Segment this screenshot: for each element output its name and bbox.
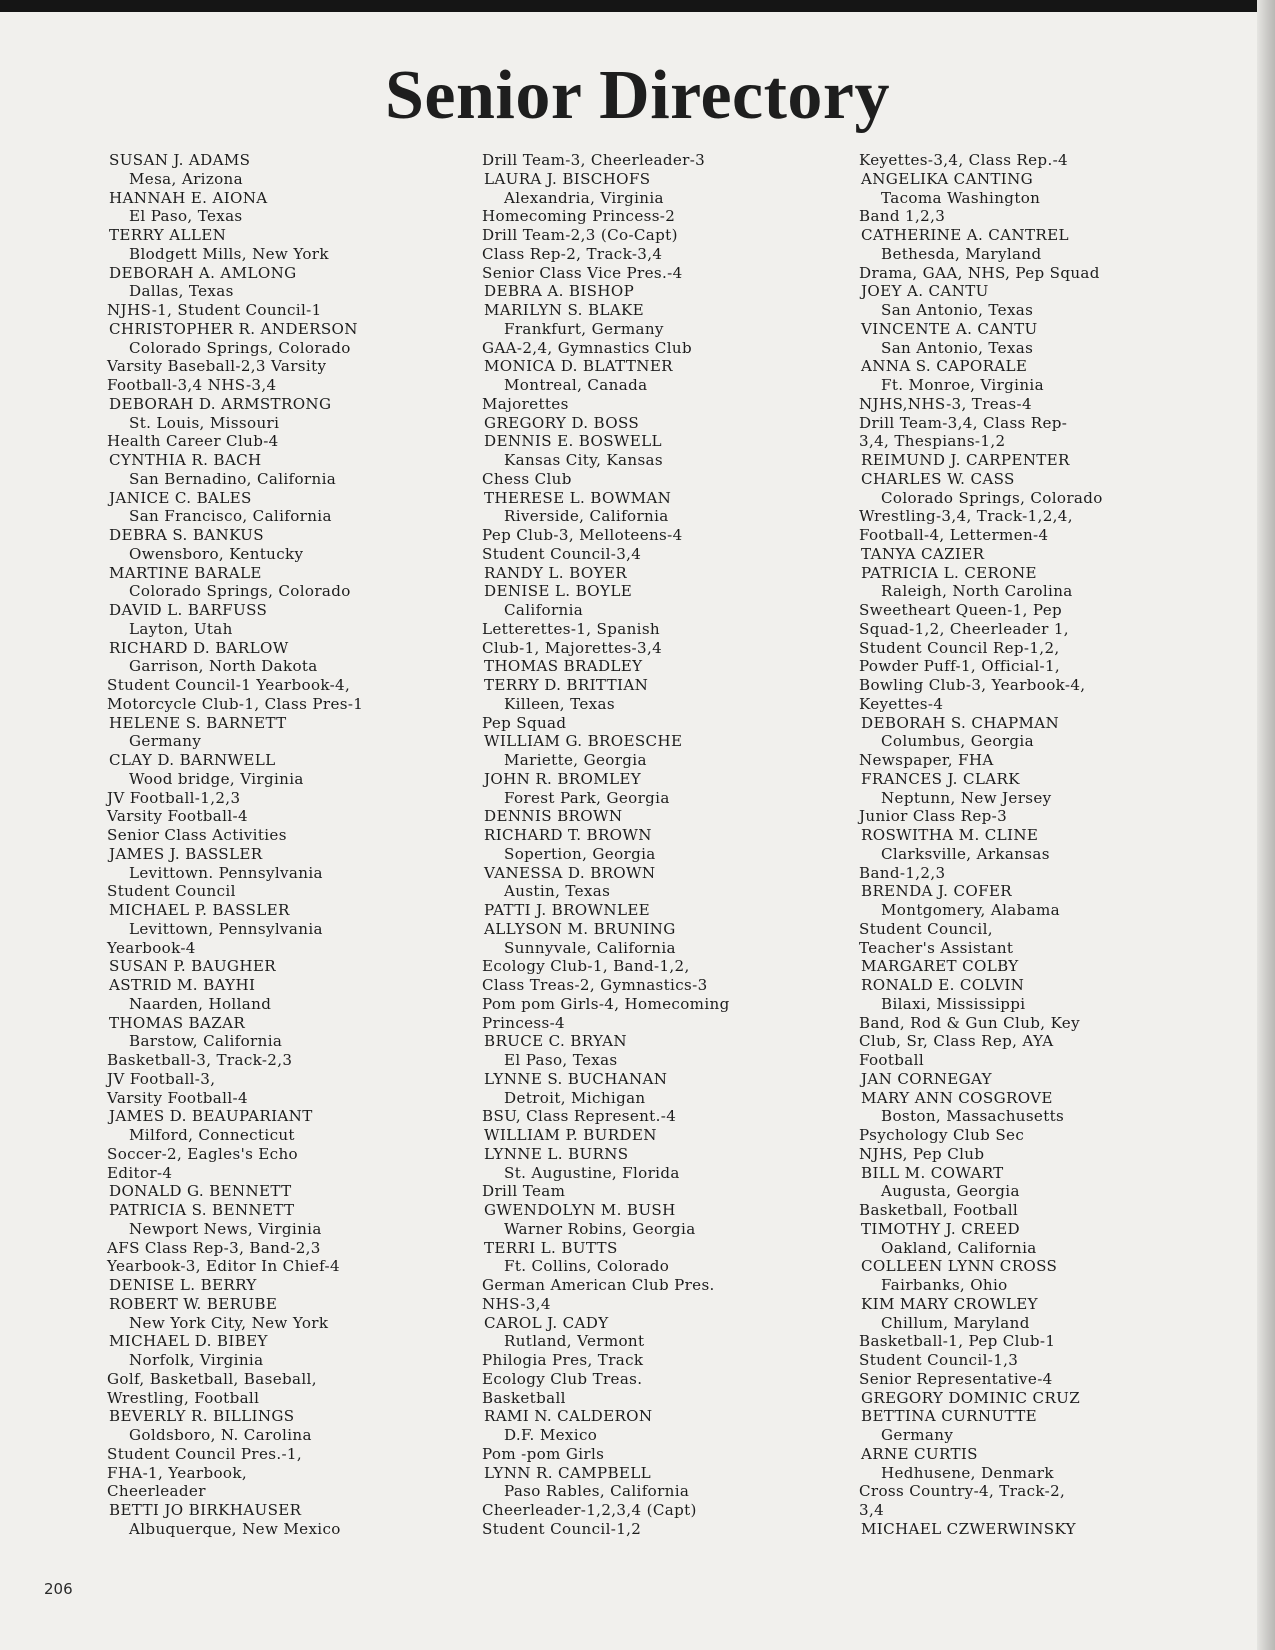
student-name: JAMES J. BASSLER (109, 844, 263, 863)
hometown: Garrison, North Dakota (129, 657, 318, 676)
student-name: MONICA D. BLATTNER (484, 357, 673, 376)
hometown: Kansas City, Kansas (504, 451, 663, 469)
student-name: JAMES D. BEAUPARIANT (109, 1107, 313, 1126)
student-name: CHRISTOPHER R. ANDERSON (109, 319, 358, 338)
activities: AFS Class Rep-3, Band-2,3 (107, 1238, 321, 1257)
student-name: BETTI JO BIRKHAUSER (109, 1501, 302, 1519)
activities: Club-1, Majorettes-3,4 (482, 638, 663, 657)
hometown: Frankfurt, Germany (504, 319, 664, 338)
activities: Class Treas-2, Gymnastics-3 (482, 976, 708, 994)
hometown: Columbus, Georgia (881, 732, 1034, 751)
student-name: MARGARET COLBY (861, 957, 1019, 976)
hometown: Colorado Springs, Colorado (129, 582, 351, 601)
activities: Soccer-2, Eagles's Echo (107, 1144, 298, 1163)
activities: Class Rep-2, Track-3,4 (482, 244, 663, 263)
student-name: JAN CORNEGAY (861, 1069, 992, 1088)
student-name: DENISE L. BERRY (109, 1276, 257, 1294)
hometown: St. Louis, Missouri (129, 413, 280, 432)
activities: Student Council, (859, 919, 993, 938)
hometown: Killeen, Texas (504, 694, 615, 713)
hometown: Barstow, California (129, 1032, 283, 1051)
student-name: ALLYSON M. BRUNING (484, 919, 676, 938)
student-name: GREGORY DOMINIC CRUZ (861, 1388, 1081, 1407)
student-name: BETTINA CURNUTTE (861, 1407, 1037, 1426)
activities: Band, Rod & Gun Club, Key (859, 1013, 1080, 1032)
activities: Powder Puff-1, Official-1, (859, 657, 1061, 676)
activities: NHS-3,4 (482, 1294, 551, 1313)
activities: GAA-2,4, Gymnastics Club (482, 338, 692, 357)
student-name: DAVID L. BARFUSS (109, 601, 268, 619)
activities: Student Council-1,2 (482, 1519, 642, 1538)
activities: Club, Sr, Class Rep, AYA (859, 1032, 1054, 1051)
activities: Drill Team-3,4, Class Rep- (859, 413, 1068, 432)
student-name: HELENE S. BARNETT (109, 713, 287, 732)
hometown: Owensboro, Kentucky (129, 544, 304, 563)
activities: Drill Team-2,3 (Co-Capt) (482, 226, 678, 244)
student-name: SUSAN P. BAUGHER (109, 957, 276, 976)
activities: Drill Team (482, 1182, 566, 1201)
hometown: Clarksville, Arkansas (881, 844, 1050, 863)
student-name: CYNTHIA R. BACH (109, 451, 262, 469)
activities: Basketball-1, Pep Club-1 (859, 1332, 1056, 1351)
hometown: Tacoma Washington (881, 188, 1041, 207)
student-name: CAROL J. CADY (484, 1313, 609, 1332)
student-name: DEBRA A. BISHOP (484, 282, 635, 301)
hometown: Blodgett Mills, New York (129, 244, 329, 263)
page-title: Senior Directory (384, 57, 890, 134)
student-name: LYNN R. CAMPBELL (484, 1463, 652, 1482)
hometown: Goldsboro, N. Carolina (129, 1426, 312, 1444)
hometown: St. Augustine, Florida (504, 1163, 680, 1182)
activities: Ecology Club-1, Band-1,2, (482, 957, 690, 976)
activities: Newspaper, FHA (859, 751, 994, 769)
hometown: Paso Rables, California (504, 1482, 690, 1501)
student-name: SUSAN J. ADAMS (109, 151, 251, 169)
activities: Cheerleader (107, 1482, 206, 1501)
activities: JV Football-1,2,3 (107, 788, 241, 807)
hometown: Oakland, California (881, 1238, 1037, 1257)
activities: Varsity Football-4 (107, 1088, 248, 1107)
student-name: BEVERLY R. BILLINGS (109, 1407, 295, 1426)
activities: Cross Country-4, Track-2, (859, 1482, 1066, 1501)
hometown: Chillum, Maryland (881, 1313, 1030, 1332)
hometown: Colorado Springs, Colorado (881, 488, 1103, 507)
hometown: Detroit, Michigan (504, 1088, 646, 1107)
student-name: GREGORY D. BOSS (484, 413, 640, 432)
student-name: LAURA J. BISCHOFS (484, 169, 651, 188)
hometown: Colorado Springs, Colorado (129, 338, 351, 357)
activities: 3,4, Thespians-1,2 (859, 432, 1006, 451)
activities: Student Council Rep-1,2, (859, 638, 1060, 657)
student-name: ROSWITHA M. CLINE (861, 826, 1039, 844)
hometown: Newport News, Virginia (129, 1219, 322, 1238)
activities: Senior Class Activities (107, 826, 287, 844)
hometown: Bethesda, Maryland (881, 244, 1042, 263)
hometown: Fairbanks, Ohio (881, 1276, 1008, 1294)
student-name: ARNE CURTIS (861, 1444, 978, 1463)
student-name: DEBORAH D. ARMSTRONG (109, 394, 332, 413)
hometown: San Antonio, Texas (881, 301, 1034, 319)
student-name: RICHARD D. BARLOW (109, 638, 289, 657)
activities: FHA-1, Yearbook, (107, 1463, 248, 1482)
activities: Junior Class Rep-3 (859, 807, 1008, 826)
student-name: ASTRID M. BAYHI (109, 976, 256, 994)
hometown: Albuquerque, New Mexico (129, 1519, 341, 1538)
student-name: COLLEEN LYNN CROSS (861, 1257, 1058, 1276)
activities: Senior Representative-4 (859, 1369, 1053, 1388)
hometown: Germany (129, 732, 202, 751)
student-name: ANNA S. CAPORALE (861, 357, 1028, 376)
activities: NJHS,NHS-3, Treas-4 (859, 394, 1032, 413)
hometown: San Antonio, Texas (881, 338, 1034, 357)
student-name: CATHERINE A. CANTREL (861, 226, 1069, 244)
hometown: Forest Park, Georgia (504, 788, 670, 807)
hometown: Levittown, Pennsylvania (129, 919, 323, 938)
student-name: DEBORAH S. CHAPMAN (861, 713, 1060, 732)
activities: Band-1,2,3 (859, 863, 946, 882)
student-name: MICHAEL P. BASSLER (109, 901, 290, 919)
hometown: San Bernadino, California (129, 469, 337, 488)
directory-column-2 (482, 151, 832, 1539)
activities: Teacher's Assistant (859, 938, 1014, 957)
student-name: GWENDOLYN M. BUSH (484, 1201, 676, 1219)
activities: Editor-4 (107, 1163, 173, 1182)
hometown: Raleigh, North Carolina (881, 582, 1073, 601)
student-name: TERRY ALLEN (109, 226, 227, 244)
activities: Football (859, 1051, 925, 1069)
activities: 3,4 (859, 1501, 885, 1519)
activities: Pep Club-3, Melloteens-4 (482, 526, 683, 544)
activities: Drill Team-3, Cheerleader-3 (482, 151, 706, 169)
hometown: Bilaxi, Mississippi (881, 994, 1026, 1013)
student-name: MICHAEL D. BIBEY (109, 1332, 268, 1351)
hometown: Austin, Texas (504, 882, 611, 901)
student-name: PATRICIA S. BENNETT (109, 1201, 295, 1219)
student-name: WILLIAM P. BURDEN (484, 1126, 657, 1144)
activities: Basketball (482, 1388, 566, 1407)
student-name: WILLIAM G. BROESCHE (484, 732, 683, 751)
student-name: PATRICIA L. CERONE (861, 563, 1037, 582)
hometown: Layton, Utah (129, 619, 233, 638)
activities: Wrestling-3,4, Track-1,2,4, (859, 507, 1073, 526)
activities: Princess-4 (482, 1013, 566, 1032)
activities: BSU, Class Represent.-4 (482, 1107, 677, 1126)
activities: Keyettes-4 (859, 694, 944, 713)
activities: Pom -pom Girls (482, 1444, 605, 1463)
student-name: ANGELIKA CANTING (861, 169, 1034, 188)
student-name: CLAY D. BARNWELL (109, 751, 276, 769)
activities: Majorettes (482, 394, 569, 413)
activities: Chess Club (482, 469, 572, 488)
activities: Motorcycle Club-1, Class Pres-1 (107, 694, 364, 713)
activities: Letterettes-1, Spanish (482, 619, 660, 638)
student-name: BRUCE C. BRYAN (484, 1032, 627, 1051)
hometown: Alexandria, Virginia (504, 188, 664, 207)
activities: NJHS, Pep Club (859, 1144, 985, 1163)
activities: Pom pom Girls-4, Homecoming (482, 994, 730, 1013)
activities: Student Council (107, 882, 236, 901)
activities: Senior Class Vice Pres.-4 (482, 263, 683, 282)
activities: Drama, GAA, NHS, Pep Squad (859, 263, 1100, 282)
student-name: HANNAH E. AIONA (109, 188, 268, 207)
student-name: BILL M. COWART (861, 1163, 1004, 1182)
student-name: TERRI L. BUTTS (484, 1238, 618, 1257)
activities: NJHS-1, Student Council-1 (107, 301, 322, 319)
student-name: TERRY D. BRITTIAN (484, 676, 649, 694)
student-name: THOMAS BAZAR (109, 1013, 246, 1032)
activities: JV Football-3, (107, 1069, 216, 1088)
activities: Wrestling, Football (107, 1388, 260, 1407)
student-name: FRANCES J. CLARK (861, 769, 1020, 788)
hometown: Neptunn, New Jersey (881, 788, 1052, 807)
hometown: Levittown. Pennsylvania (129, 863, 323, 882)
activities: Cheerleader-1,2,3,4 (Capt) (482, 1501, 697, 1519)
student-name: KIM MARY CROWLEY (861, 1294, 1038, 1313)
hometown: Wood bridge, Virginia (129, 769, 304, 788)
activities: Philogia Pres, Track (482, 1351, 644, 1369)
activities: German American Club Pres. (482, 1276, 715, 1294)
student-name: LYNNE L. BURNS (484, 1144, 629, 1163)
student-name: DENNIS BROWN (484, 807, 623, 826)
activities: Keyettes-3,4, Class Rep.-4 (859, 151, 1068, 169)
hometown: Boston, Massachusetts (881, 1107, 1065, 1126)
hometown: Naarden, Holland (129, 994, 272, 1013)
hometown: Milford, Connecticut (129, 1126, 295, 1144)
activities: Psychology Club Sec (859, 1126, 1025, 1144)
student-name: REIMUND J. CARPENTER (861, 451, 1070, 469)
hometown: Mesa, Arizona (129, 169, 243, 188)
student-name: DEBRA S. BANKUS (109, 526, 264, 544)
page-binding-edge (1257, 0, 1275, 1650)
student-name: RANDY L. BOYER (484, 563, 627, 582)
student-name: RICHARD T. BROWN (484, 826, 652, 844)
activities: Yearbook-3, Editor In Chief-4 (107, 1257, 340, 1276)
activities: Student Council-1,3 (859, 1351, 1019, 1369)
activities: Student Council Pres.-1, (107, 1444, 303, 1463)
hometown: Sunnyvale, California (504, 938, 676, 957)
activities: Golf, Basketball, Baseball, (107, 1369, 317, 1388)
student-name: RONALD E. COLVIN (861, 976, 1025, 994)
student-name: VINCENTE A. CANTU (861, 319, 1038, 338)
student-name: THERESE L. BOWMAN (484, 488, 672, 507)
hometown: Dallas, Texas (129, 282, 234, 301)
student-name: THOMAS BRADLEY (484, 657, 643, 676)
student-name: DENISE L. BOYLE (484, 582, 633, 601)
student-name: TIMOTHY J. CREED (861, 1219, 1020, 1238)
activities: Ecology Club Treas. (482, 1369, 643, 1388)
hometown: Norfolk, Virginia (129, 1351, 264, 1369)
activities: Squad-1,2, Cheerleader 1, (859, 619, 1069, 638)
hometown: California (504, 601, 584, 619)
activities: Student Council-3,4 (482, 544, 642, 563)
activities: Football-3,4 NHS-3,4 (107, 376, 277, 394)
student-name: DONALD G. BENNETT (109, 1182, 292, 1201)
hometown: Sopertion, Georgia (504, 844, 656, 863)
student-name: VANESSA D. BROWN (484, 863, 656, 882)
hometown: New York City, New York (129, 1313, 329, 1332)
activities: Varsity Football-4 (107, 807, 248, 826)
student-name: MARY ANN COSGROVE (861, 1088, 1053, 1107)
activities: Yearbook-4 (107, 938, 196, 957)
hometown: Rutland, Vermont (504, 1332, 645, 1351)
hometown: Augusta, Georgia (881, 1182, 1020, 1201)
activities: Band 1,2,3 (859, 207, 946, 226)
student-name: PATTI J. BROWNLEE (484, 901, 651, 919)
hometown: Montgomery, Alabama (881, 901, 1061, 919)
hometown: El Paso, Texas (129, 207, 243, 226)
student-name: MARTINE BARALE (109, 563, 262, 582)
student-name: MICHAEL CZWERWINSKY (861, 1519, 1076, 1538)
student-name: ROBERT W. BERUBE (109, 1294, 278, 1313)
activities: Health Career Club-4 (107, 432, 279, 451)
student-name: CHARLES W. CASS (861, 469, 1015, 488)
student-name: BRENDA J. COFER (861, 882, 1012, 901)
directory-column-3 (859, 151, 1209, 1539)
activities: Student Council-1 Yearbook-4, (107, 676, 351, 694)
activities: Bowling Club-3, Yearbook-4, (859, 676, 1086, 694)
student-name: DEBORAH A. AMLONG (109, 263, 297, 282)
student-name: JANICE C. BALES (109, 488, 252, 507)
hometown: Hedhusene, Denmark (881, 1463, 1054, 1482)
hometown: Germany (881, 1426, 954, 1444)
hometown: Ft. Collins, Colorado (504, 1257, 670, 1276)
hometown: Mariette, Georgia (504, 751, 647, 769)
student-name: RAMI N. CALDERON (484, 1407, 653, 1426)
hometown: D.F. Mexico (504, 1426, 598, 1444)
activities: Basketball-3, Track-2,3 (107, 1051, 293, 1069)
student-name: JOEY A. CANTU (861, 282, 989, 301)
page-top-edge (0, 0, 1275, 12)
hometown: San Francisco, California (129, 507, 332, 526)
student-name: LYNNE S. BUCHANAN (484, 1069, 668, 1088)
activities: Sweetheart Queen-1, Pep (859, 601, 1063, 619)
hometown: Warner Robins, Georgia (504, 1219, 696, 1238)
hometown: Ft. Monroe, Virginia (881, 376, 1044, 394)
activities: Basketball, Football (859, 1201, 1019, 1219)
hometown: Montreal, Canada (504, 376, 648, 394)
hometown: El Paso, Texas (504, 1051, 618, 1069)
student-name: TANYA CAZIER (861, 544, 985, 563)
student-name: DENNIS E. BOSWELL (484, 432, 662, 451)
student-name: MARILYN S. BLAKE (484, 301, 645, 319)
page-number: 206 (44, 1580, 73, 1598)
directory-column-1 (107, 151, 457, 1539)
activities: Varsity Baseball-2,3 Varsity (107, 357, 327, 376)
activities: Pep Squad (482, 713, 567, 732)
hometown: Riverside, California (504, 507, 669, 526)
student-name: JOHN R. BROMLEY (484, 769, 642, 788)
activities: Homecoming Princess-2 (482, 207, 676, 226)
activities: Football-4, Lettermen-4 (859, 526, 1049, 544)
